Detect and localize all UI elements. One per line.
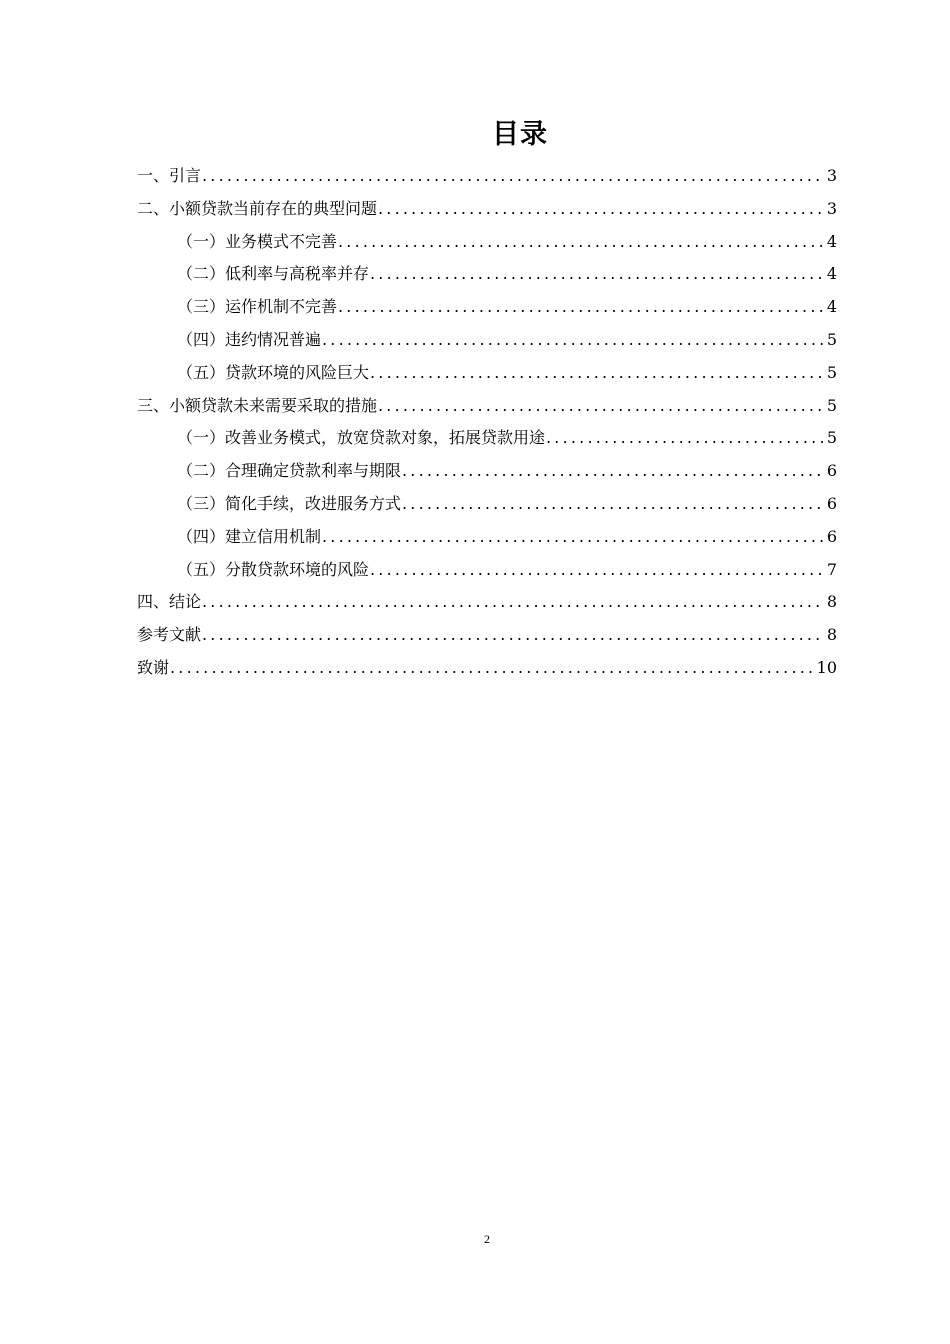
toc-entry-text: （三）简化手续，改进服务方式 xyxy=(177,493,402,513)
toc-entry-page-number: 5 xyxy=(826,362,837,382)
toc-entry-page-number: 7 xyxy=(826,559,837,579)
toc-entry[interactable] xyxy=(137,357,837,390)
page-number: 2 xyxy=(484,1232,490,1246)
toc-entry[interactable] xyxy=(137,422,837,455)
toc-dot-leader xyxy=(322,324,823,357)
toc-entry-text: 四、结论 xyxy=(137,592,202,612)
toc-title: 目录 xyxy=(492,119,548,150)
toc-entry-text: （一）改善业务模式，放宽贷款对象，拓展贷款用途 xyxy=(177,428,546,448)
toc-dot-leader xyxy=(338,291,823,324)
toc-dot-leader xyxy=(546,422,823,455)
toc-entry[interactable] xyxy=(137,652,837,685)
toc-entry-text: 一、引言 xyxy=(137,166,202,185)
toc-entry-page-number: 6 xyxy=(826,461,837,481)
toc-dot-leader xyxy=(370,554,823,587)
toc-entry-text: 参考文献 xyxy=(137,625,202,645)
toc-entry-page-number: 5 xyxy=(826,428,837,448)
toc-entry-text: （四）违约情况普遍 xyxy=(177,329,322,349)
toc-dot-leader xyxy=(322,521,823,554)
toc-entry[interactable] xyxy=(137,160,837,193)
toc-entry-text: 二、小额贷款当前存在的典型问题 xyxy=(137,198,378,218)
toc-entry-text: 致谢 xyxy=(137,657,170,677)
toc-entry[interactable] xyxy=(137,488,837,521)
toc-dot-leader xyxy=(202,586,823,619)
toc-entry-text: （五）分散贷款环境的风险 xyxy=(177,559,370,579)
toc-dot-leader xyxy=(202,160,823,193)
toc-dot-leader xyxy=(370,258,823,291)
toc-entry[interactable] xyxy=(137,619,837,652)
toc-dot-leader xyxy=(370,357,823,390)
toc-entry[interactable] xyxy=(137,226,837,259)
toc-entry-page-number: 3 xyxy=(826,166,837,185)
toc-entry-page-number: 5 xyxy=(826,329,837,349)
toc-entry[interactable] xyxy=(137,258,837,291)
toc-entry-text: 三、小额贷款未来需要采取的措施 xyxy=(137,395,378,415)
toc-dot-leader xyxy=(378,390,823,423)
toc-entry[interactable] xyxy=(137,291,837,324)
toc-entry-page-number: 4 xyxy=(826,297,837,317)
toc-dot-leader xyxy=(338,226,823,259)
toc-list xyxy=(137,160,837,685)
toc-entry-text: （二）低利率与高税率并存 xyxy=(177,264,370,284)
toc-entry-text: （三）运作机制不完善 xyxy=(177,297,338,317)
toc-entry-page-number: 6 xyxy=(826,493,837,513)
toc-entry-page-number: 3 xyxy=(826,198,837,218)
toc-entry-text: （四）建立信用机制 xyxy=(177,526,322,546)
toc-entry[interactable] xyxy=(137,455,837,488)
toc-dot-leader xyxy=(378,193,823,226)
toc-entry-text: （五）贷款环境的风险巨大 xyxy=(177,362,370,382)
toc-entry[interactable] xyxy=(137,324,837,357)
toc-entry[interactable] xyxy=(137,193,837,226)
toc-entry[interactable] xyxy=(137,521,837,554)
toc-entry-text: （二）合理确定贷款利率与期限 xyxy=(177,461,402,481)
toc-entry-text: （一）业务模式不完善 xyxy=(177,231,338,251)
toc-entry-page-number: 6 xyxy=(826,526,837,546)
toc-entry[interactable] xyxy=(137,586,837,619)
toc-entry-page-number: 4 xyxy=(826,264,837,284)
toc-entry-page-number: 8 xyxy=(826,592,837,612)
toc-dot-leader xyxy=(170,652,813,685)
toc-dot-leader xyxy=(202,619,823,652)
toc-dot-leader xyxy=(402,488,823,521)
toc-entry-page-number: 4 xyxy=(826,231,837,251)
toc-entry-page-number: 8 xyxy=(826,625,837,645)
toc-entry-page-number: 5 xyxy=(826,395,837,415)
toc-entry[interactable] xyxy=(137,554,837,587)
toc-entry-page-number: 10 xyxy=(816,657,837,677)
toc-dot-leader xyxy=(402,455,823,488)
toc-entry[interactable] xyxy=(137,390,837,423)
